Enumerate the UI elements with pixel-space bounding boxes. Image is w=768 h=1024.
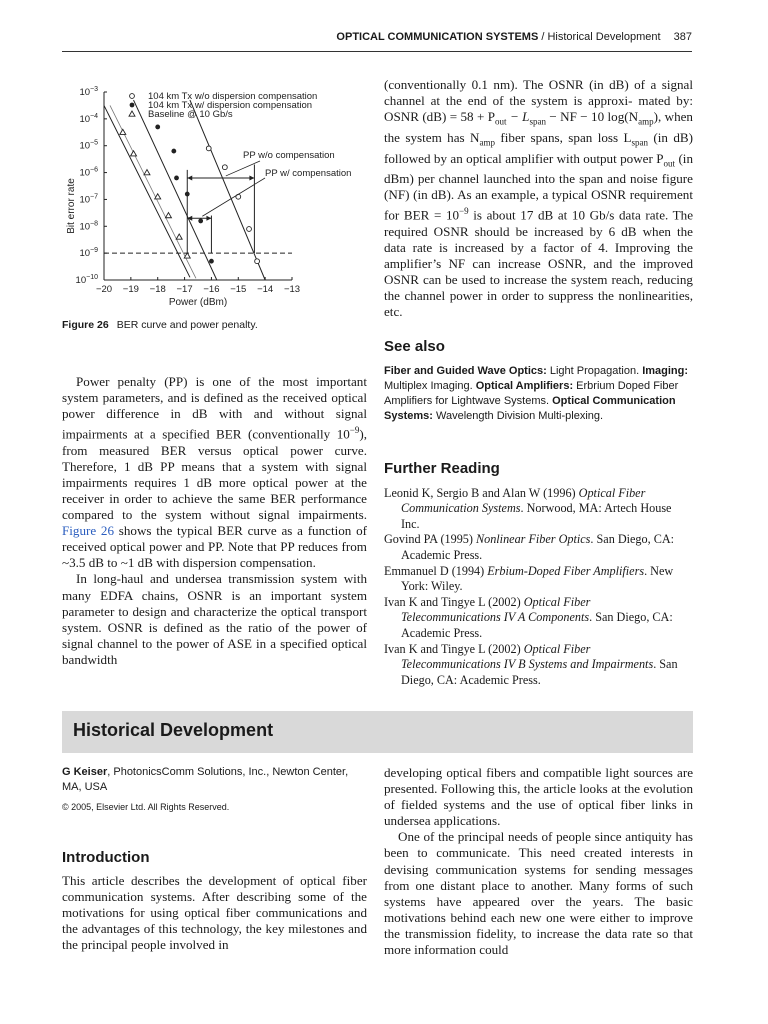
see-also-link[interactable]: Optical Amplifiers: Erbrium Doped Fiber Amplifiers for Lightwave Systems. bbox=[384, 380, 679, 408]
data-point bbox=[174, 176, 179, 181]
figure-label: Figure 26 bbox=[62, 319, 109, 331]
introduction-paragraph: This article describes the development of optical fiber communication systems. After describing some of the motivations for using optical fiber communications and the advantages of this technology, the key milestones and the principal people involved in bbox=[62, 873, 367, 953]
penalty-arrow-w-head bbox=[187, 216, 192, 221]
legend-marker bbox=[130, 103, 135, 108]
paragraph-osnr: In long-haul and undersea transmission system with many EDFA chains, OSNR is an important system parameter to design and characterize the optical transport system. OSNR is defined as the ratio of the power of signal channel to the power of ASE in a specified optical bandwidth bbox=[62, 571, 367, 667]
annotation-pp-wo: PP w/o compensation bbox=[243, 150, 335, 161]
penalty-arrow-wo-head bbox=[187, 175, 192, 180]
legend-label: Baseline @ 10 Gb/s bbox=[148, 109, 233, 120]
ber-chart bbox=[62, 80, 372, 310]
data-point bbox=[209, 259, 214, 264]
data-point bbox=[247, 227, 252, 232]
data-point bbox=[120, 129, 126, 134]
penalty-arrow-w-head bbox=[206, 216, 211, 221]
see-also-section bbox=[384, 339, 693, 424]
data-point bbox=[144, 170, 150, 175]
y-tick-label: $10^{-8}$ bbox=[79, 220, 98, 233]
penalty-arrow-wo-head bbox=[249, 175, 254, 180]
data-point bbox=[222, 165, 227, 170]
annotation-pp-w: PP w/ compensation bbox=[265, 168, 352, 179]
x-tick-label: −19 bbox=[122, 284, 139, 295]
x-tick-label: −15 bbox=[230, 284, 247, 295]
reference-item: Govind PA (1995) Nonlinear Fiber Optics. San Diego, CA: Academic Press. bbox=[384, 532, 675, 562]
data-point bbox=[155, 125, 160, 130]
x-tick-label: −18 bbox=[149, 284, 166, 295]
figure-caption-text: BER curve and power penalty. bbox=[116, 319, 258, 331]
x-tick-label: −20 bbox=[95, 284, 113, 295]
article-title: Historical Development bbox=[73, 720, 274, 740]
see-also-list bbox=[384, 364, 693, 424]
data-point bbox=[176, 234, 182, 239]
y-tick-label: $10^{-7}$ bbox=[79, 193, 98, 206]
journal-title: OPTICAL COMMUNICATION SYSTEMS bbox=[336, 31, 539, 43]
introduction-section bbox=[62, 850, 367, 954]
left-body bbox=[62, 374, 367, 668]
see-also-link[interactable]: Optical Communication Systems: Wavelength Division Multi-plexing. bbox=[384, 395, 676, 423]
data-point bbox=[206, 146, 211, 151]
figure-26-link[interactable]: Figure 26 bbox=[62, 523, 115, 539]
y-tick-label: $10^{-5}$ bbox=[79, 139, 98, 152]
data-point bbox=[131, 151, 137, 156]
article-title-banner bbox=[62, 711, 693, 753]
running-header bbox=[62, 31, 692, 52]
author-name: G Keiser bbox=[62, 766, 108, 778]
see-also-link[interactable]: Imaging: Multiplex Imaging. bbox=[384, 365, 689, 393]
legend-label: 104 km Tx w/o dispersion compensation bbox=[148, 91, 318, 102]
data-point bbox=[171, 149, 176, 154]
x-axis-label: Power (dBm) bbox=[168, 297, 228, 308]
see-also-heading: See also bbox=[384, 338, 445, 355]
section-title: / Historical Development bbox=[541, 31, 661, 43]
article-right-body: developing optical fibers and compatible light sources are presented. Following this, the article looks at the evolution of fielded systems and the use of optical fiber links in undersea applications. One of the principal needs of people since antiquity has been to communicate. This need created interests in devising communication systems for sending messages from one distant place to another. Many forms of such systems have appeared over the years. The basic motivations behind each new one were either to improve the transmission fidelity, to increase the data rate so that more information could bbox=[384, 765, 693, 958]
x-tick-label: −13 bbox=[283, 284, 301, 295]
series-fit-line bbox=[104, 105, 190, 277]
x-tick-label: −17 bbox=[176, 284, 193, 295]
legend-marker bbox=[129, 111, 135, 116]
author-line bbox=[62, 765, 367, 795]
reference-item: Emmanuel D (1994) Erbium-Doped Fiber Amplifiers. New York: Wiley. bbox=[384, 563, 674, 594]
y-tick-label: $10^{-6}$ bbox=[79, 166, 98, 179]
copyright: © 2005, Elsevier Ltd. All Rights Reserved. bbox=[62, 802, 230, 812]
further-reading-section bbox=[384, 461, 693, 688]
see-also-link[interactable]: Fiber and Guided Wave Optics: Light Propagation. bbox=[384, 365, 643, 378]
y-tick-label: $10^{-4}$ bbox=[79, 112, 98, 125]
y-tick-label: $10^{-10}$ bbox=[75, 274, 98, 286]
legend-marker bbox=[130, 94, 135, 99]
legend-label: 104 km Tx w/ dispersion compensation bbox=[148, 100, 313, 111]
reference-item: Ivan K and Tingye L (2002) Optical Fiber Telecommunications IV B Systems and Impairments. San Diego, CA: Academic Press. bbox=[384, 641, 678, 687]
annotation-leader bbox=[202, 178, 265, 216]
y-axis-label: Bit error rate bbox=[66, 178, 77, 234]
x-tick-label: −16 bbox=[203, 284, 220, 295]
reference-item: Leonid K, Sergio B and Alan W (1996) Optical Fiber Communication Systems. Norwood, MA: Artech House Inc. bbox=[384, 485, 672, 531]
data-point bbox=[198, 219, 203, 224]
y-tick-label: $10^{-3}$ bbox=[79, 86, 98, 98]
x-tick-label: −14 bbox=[257, 284, 274, 295]
right-body-osnr: (conventionally 0.1 nm). The OSNR (in dB) of a signal channel at the end of the system is approxi- mated by: OSNR $(dB) = 58 + P_{out} - L_{span}$ − NF − 10 $\log(N_{amp})$, when the system has $N_{amp}$ fiber spans, span loss $L_{span}$ (in dB) followed by an optical amplifier with output power $P_{out}$ (in dBm) per channel launched into the span and noise figure (NF) (in dB). As an example, a typical OSNR requirement for BER = $10^{-9}$ is about 17 dB at 10 Gb/s data rate. The required OSNR should be increased by 6 dB when the data rate is increased by a factor of 4. Improving the amplifier’s NF can increase OSNR, and the improved OSNR can be used to increase the system reach, reducing the channel power in order to suppress the nonlinearities, etc. bbox=[384, 77, 694, 320]
introduction-heading: Introduction bbox=[62, 849, 150, 866]
data-point bbox=[165, 213, 171, 218]
reference-item: Ivan K and Tingye L (2002) Optical Fiber Telecommunications IV A Components. San Diego, CA: Academic Press. bbox=[384, 594, 673, 640]
figure-caption bbox=[62, 319, 258, 331]
page-number: 387 bbox=[673, 31, 692, 43]
paragraph-power-penalty: Power penalty (PP) is one of the most important system parameters, and is defined as the received optical power difference in dB with and without signal impairments at a specified BER (conventionally $10^{-9}$), from measured BER versus optical power curve. Therefore, 1 dB PP means that a system with signal impairments requires 1 dB more optical power at the receiver in order to achieve the same BER performance compared to the system without signal impairments. Figure 26 shows the typical BER curve as a function of received optical power and PP. Note that PP reduces from ~3.5 dB to ~1 dB with dispersion compensation. bbox=[62, 374, 368, 571]
y-tick-label: $10^{-9}$ bbox=[79, 247, 98, 260]
further-reading-heading: Further Reading bbox=[384, 460, 500, 477]
data-point bbox=[255, 259, 260, 264]
author-affiliation: , PhotonicsComm Solutions, Inc., Newton Center, MA, USA bbox=[62, 766, 349, 793]
